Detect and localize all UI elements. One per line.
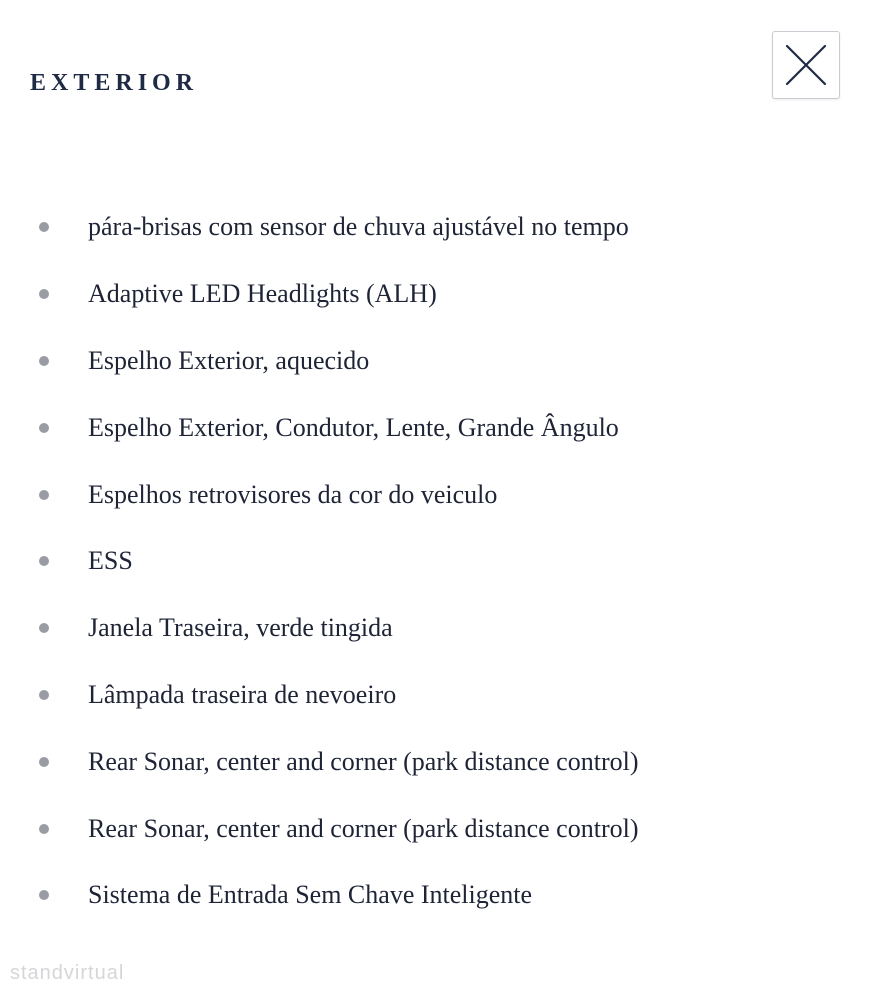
feature-list bbox=[0, 194, 874, 929]
list-item bbox=[0, 795, 874, 862]
feature-label: ESS bbox=[88, 546, 133, 576]
list-item bbox=[0, 461, 874, 528]
feature-label: Sistema de Entrada Sem Chave Inteligente bbox=[88, 880, 533, 910]
feature-label: Lâmpada traseira de nevoeiro bbox=[88, 679, 397, 709]
bullet-icon bbox=[39, 890, 49, 900]
bullet-icon bbox=[39, 289, 49, 299]
bullet-icon bbox=[39, 757, 49, 767]
bullet-icon bbox=[39, 556, 49, 566]
watermark-logo: standvirtual bbox=[10, 962, 125, 984]
bullet-icon bbox=[39, 490, 49, 500]
bullet-icon bbox=[39, 423, 49, 433]
close-button[interactable] bbox=[772, 31, 840, 99]
page-title: EXTERIOR bbox=[30, 70, 199, 96]
feature-label: Adaptive LED Headlights (ALH) bbox=[88, 279, 437, 309]
feature-label: Rear Sonar, center and corner (park distance control) bbox=[88, 746, 639, 776]
list-item bbox=[0, 528, 874, 595]
bullet-icon bbox=[39, 623, 49, 633]
list-item bbox=[0, 194, 874, 261]
list-item bbox=[0, 328, 874, 395]
list-item bbox=[0, 728, 874, 795]
feature-label: Janela Traseira, verde tingida bbox=[88, 613, 393, 643]
list-item bbox=[0, 662, 874, 729]
feature-label: Espelho Exterior, Condutor, Lente, Grande Ângulo bbox=[88, 412, 619, 442]
bullet-icon bbox=[39, 690, 49, 700]
feature-label: Espelhos retrovisores da cor do veiculo bbox=[88, 479, 498, 509]
feature-label: pára-brisas com sensor de chuva ajustável no tempo bbox=[88, 212, 629, 242]
list-item bbox=[0, 862, 874, 929]
bullet-icon bbox=[39, 824, 49, 834]
list-item bbox=[0, 394, 874, 461]
bullet-icon bbox=[39, 356, 49, 366]
list-item bbox=[0, 595, 874, 662]
bullet-icon bbox=[39, 222, 49, 232]
list-item bbox=[0, 261, 874, 328]
feature-label: Rear Sonar, center and corner (park distance control) bbox=[88, 813, 639, 843]
feature-label: Espelho Exterior, aquecido bbox=[88, 345, 370, 375]
close-icon bbox=[784, 43, 828, 87]
